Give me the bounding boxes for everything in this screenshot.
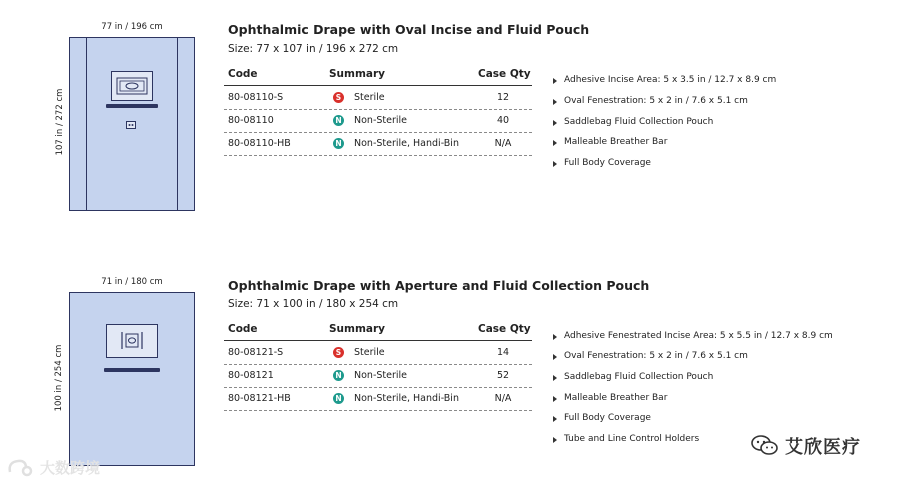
- bullet-arrow-icon: [553, 396, 557, 402]
- brand-name: 艾欣医疗: [785, 437, 861, 458]
- incise-panel: [106, 324, 158, 358]
- col-header-code: Code: [228, 68, 258, 80]
- non-sterile-badge-icon: N: [333, 393, 344, 404]
- col-header-code: Code: [228, 323, 258, 335]
- breather-bar: [104, 368, 160, 372]
- row-case-qty: 12: [496, 92, 510, 103]
- bullet-arrow-icon: [553, 375, 557, 381]
- sterile-badge-icon: S: [333, 92, 344, 103]
- drape-height-label: 100 in / 254 cm: [54, 344, 64, 412]
- feature-text: Tube and Line Control Holders: [564, 434, 700, 444]
- non-sterile-badge-icon: N: [333, 138, 344, 149]
- sterile-badge-icon: S: [333, 347, 344, 358]
- col-header-case-qty: Case Qty: [478, 323, 531, 335]
- wechat-logo-icon: [750, 433, 780, 457]
- watermark-text: 大数跨境: [40, 459, 101, 477]
- row-divider: [224, 364, 532, 365]
- row-code: 80-08121-S: [228, 347, 284, 358]
- feature-text: Saddlebag Fluid Collection Pouch: [564, 117, 714, 127]
- non-sterile-badge-icon: N: [333, 115, 344, 126]
- feature-text: Malleable Breather Bar: [564, 137, 668, 147]
- row-case-qty: 40: [496, 115, 510, 126]
- bullet-arrow-icon: [553, 437, 557, 443]
- product-title: Ophthalmic Drape with Oval Incise and Fluid Pouch: [228, 22, 590, 37]
- col-header-summary: Summary: [329, 323, 386, 335]
- row-summary: Sterile: [354, 92, 385, 103]
- feature-text: Adhesive Incise Area: 5 x 3.5 in / 12.7 x 8.9 cm: [564, 75, 777, 85]
- product-size: Size: 71 x 100 in / 180 x 254 cm: [228, 298, 399, 310]
- drape-width-label: 71 in / 180 cm: [101, 277, 163, 287]
- row-summary: Non-Sterile: [354, 115, 407, 126]
- drape-diagram: [69, 292, 195, 466]
- feature-text: Adhesive Fenestrated Incise Area: 5 x 5.5 in / 12.7 x 8.9 cm: [564, 331, 833, 341]
- row-summary: Non-Sterile, Handi-Bin: [354, 138, 459, 149]
- row-summary: Non-Sterile, Handi-Bin: [354, 393, 459, 404]
- drape-width-label: 77 in / 196 cm: [101, 22, 163, 32]
- product-title: Ophthalmic Drape with Aperture and Fluid Collection Pouch: [228, 278, 650, 293]
- bullet-arrow-icon: [553, 334, 557, 340]
- row-case-qty: 52: [496, 370, 510, 381]
- product-size: Size: 77 x 107 in / 196 x 272 cm: [228, 43, 399, 55]
- row-summary: Non-Sterile: [354, 370, 407, 381]
- feature-text: Full Body Coverage: [564, 413, 651, 423]
- drape-height-label: 107 in / 272 cm: [55, 88, 65, 156]
- row-code: 80-08121: [228, 370, 274, 381]
- row-code: 80-08121-HB: [228, 393, 291, 404]
- feature-text: Full Body Coverage: [564, 158, 651, 168]
- watermark-logo-icon: [6, 456, 36, 478]
- row-summary: Sterile: [354, 347, 385, 358]
- bullet-arrow-icon: [553, 416, 557, 422]
- bullet-arrow-icon: [553, 354, 557, 360]
- col-header-case-qty: Case Qty: [478, 68, 531, 80]
- feature-text: Saddlebag Fluid Collection Pouch: [564, 372, 714, 382]
- table-header-rule: [224, 340, 532, 341]
- row-divider: [224, 387, 532, 388]
- row-code: 80-08110: [228, 115, 274, 126]
- row-code: 80-08110-HB: [228, 138, 291, 149]
- row-case-qty: 14: [496, 347, 510, 358]
- row-case-qty: N/A: [494, 393, 512, 404]
- feature-text: Malleable Breather Bar: [564, 393, 668, 403]
- feature-text: Oval Fenestration: 5 x 2 in / 7.6 x 5.1 cm: [564, 351, 748, 361]
- feature-text: Oval Fenestration: 5 x 2 in / 7.6 x 5.1 cm: [564, 96, 748, 106]
- row-divider: [224, 410, 532, 411]
- col-header-summary: Summary: [329, 68, 386, 80]
- row-case-qty: N/A: [494, 138, 512, 149]
- non-sterile-badge-icon: N: [333, 370, 344, 381]
- aperture-fenestration-icon: [107, 325, 157, 357]
- row-code: 80-08110-S: [228, 92, 284, 103]
